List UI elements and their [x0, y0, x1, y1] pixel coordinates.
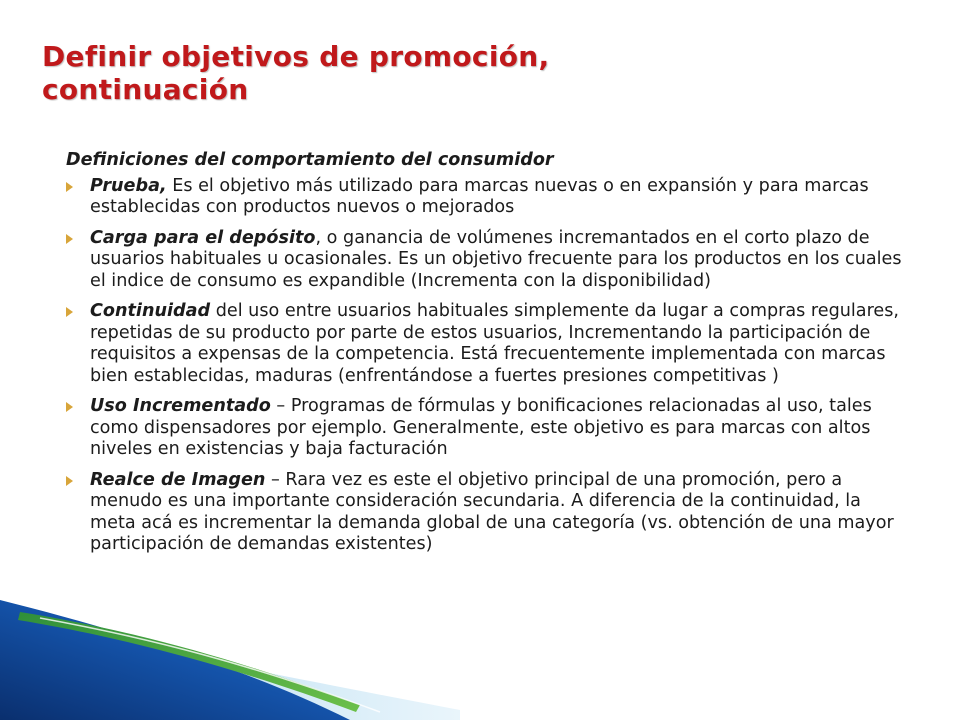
list-item-text: – Programas de fórmulas y bonificaciones relacionadas al uso, tales como dispensadores por ejemplo. Generalmente, este objetivo es para marcas con altos niveles en existencias y baja facturación: [90, 396, 872, 459]
list-item-text: Es el objetivo más utilizado para marcas nuevas o en expansión y para marcas establecidas con productos nuevos o mejorados: [90, 175, 869, 217]
triangle-right-icon: [66, 476, 73, 486]
list-item: [66, 470, 912, 556]
list-item: [66, 176, 912, 219]
list-item-term: Realce de Imagen: [90, 469, 266, 490]
list-item-text: – Rara vez es este el objetivo principal de una promoción, pero a menudo es una importante consideración secundaria. A diferencia de la continuidad, la meta acá es incrementar la demanda global de una categoría (vs. obtención de una mayor participación de demandas existentes): [90, 469, 894, 554]
slide-title-line2: continuación: [42, 73, 249, 106]
triangle-right-icon: [66, 307, 73, 317]
triangle-right-icon: [66, 182, 73, 192]
list-item-term: Prueba,: [90, 175, 167, 196]
list-item: [66, 301, 912, 387]
triangle-right-icon: [66, 402, 73, 412]
decorative-wave-graphic: [0, 560, 460, 720]
slide-body: [66, 150, 912, 565]
slide-title: [42, 40, 922, 106]
section-subheading: Definiciones del comportamiento del consumidor: [66, 150, 554, 170]
list-item-term: Uso Incrementado: [90, 396, 271, 416]
list-item-text: del uso entre usuarios habituales simplemente da lugar a compras regulares, repetidas de su producto por parte de estos usuarios, Incrementando la participación de requisitos a expensas de la competencia. Está frecuentemente implementada con marcas bien establecidas, maduras (enfrentándose a fuertes presiones competitivas ): [90, 301, 900, 386]
triangle-right-icon: [66, 234, 73, 244]
list-item-term: Continuidad: [90, 301, 211, 321]
slide-title-line1: Definir objetivos de promoción,: [42, 40, 550, 73]
list-item-term: Carga para el depósito: [90, 227, 316, 248]
list-item-text: , o ganancia de volúmenes incremantados en el corto plazo de usuarios habituales u ocasionales. Es un objetivo frecuente para los productos en los cuales el indice de consumo es expandible (Incrementa con la disponibilidad): [90, 227, 902, 291]
list-item: [66, 396, 912, 461]
list-item: [66, 228, 912, 293]
bullet-list: [66, 176, 912, 556]
